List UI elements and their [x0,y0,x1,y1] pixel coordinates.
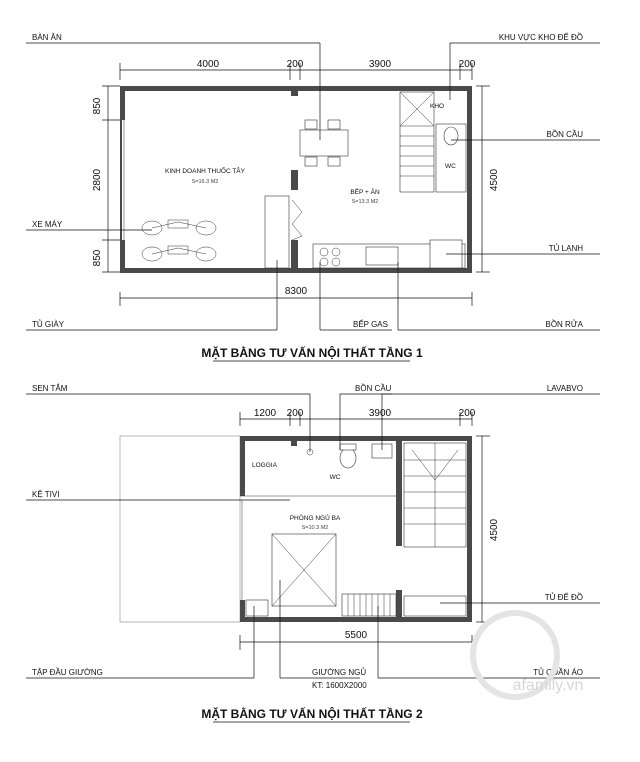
f1-room-kinh-doanh-area: S=16.3 M2 [191,179,219,185]
f1-dim-right: 4500 [489,168,500,192]
f1-callout-khu-vuc-kho: KHU VỰC KHO ĐỂ ĐỒ [498,33,583,42]
f1-room-wc: WC [445,163,456,170]
f1-room-bep-an: BẾP + ĂN [350,189,380,196]
f2-callout-bon-cau: BỒN CẦU [355,384,392,393]
f2-dim-top-1: 1200 [253,408,277,419]
f2-callout-giuong-kt: KT: 1600X2000 [312,681,367,690]
f1-room-bep-an-area: S=13.3 M2 [351,199,379,205]
floor1-plan [26,32,600,361]
f1-dim-left-3: 850 [92,249,103,267]
afamily-watermark-logo [473,613,583,697]
f2-room-loggia: LOGGIA [252,462,277,469]
f2-callout-ke-tivi: KỆ TIVI [32,490,60,499]
f2-callout-giuong-ngu: GIƯỜNG NGỦ [312,668,367,677]
f1-room-kho: KHO [430,103,445,110]
f2-dim-right: 4500 [489,518,500,542]
f1-dim-bottom: 8300 [284,286,308,297]
f1-callout-bon-rua: BỒN RỬA [545,320,583,329]
motorbike-icon [142,220,216,235]
f2-callout-tu-quan-ao: TỦ QUẦN ÁO [533,668,583,677]
f1-dim-top-2: 200 [286,59,304,70]
f1-callout-tu-lanh: TỦ LẠNH [548,244,583,253]
f2-room-phong-ngu-area: S=10.3 M2 [301,525,329,531]
f2-dim-top-3: 3900 [368,408,392,419]
f2-callout-tu-de-do: TỦ ĐỂ ĐỒ [544,593,583,602]
f2-callout-tap-dau-giuong: TẬP ĐẦU GIƯỜNG [32,668,103,677]
f1-dim-left-1: 850 [92,97,103,115]
f1-dim-top-1: 4000 [196,59,220,70]
f2-callout-sen-tam: SEN TẮM [32,384,68,393]
f1-callout-tu-giay: TỦ GIÀY [32,320,65,329]
f1-title: MẶT BẰNG TƯ VẤN NỘI THẤT TẦNG 1 [201,346,423,360]
f2-room-phong-ngu: PHÒNG NGỦ BA [289,515,341,522]
f2-dim-top-4: 200 [458,408,476,419]
f2-title: MẶT BẰNG TƯ VẤN NỘI THẤT TẦNG 2 [201,707,423,721]
f1-dim-top-4: 200 [458,59,476,70]
f1-callout-xe-may: XE MÁY [32,220,63,229]
f1-dim-top-3: 3900 [368,59,392,70]
f1-room-kinh-doanh: KINH DOANH THUỐC TÂY [165,168,245,175]
f1-callout-bep-gas: BẾP GAS [353,320,388,329]
f2-callout-lavabvo: LAVABVO [546,384,583,393]
f1-callout-bon-cau: BỒN CẦU [546,130,583,139]
f1-callout-ban-an: BÀN ĂN [32,33,62,42]
floor2-plan [26,383,600,722]
f2-room-wc: WC [329,474,341,481]
f1-dim-left-2: 2800 [92,168,103,192]
watermark-text: afamily.vn [512,677,584,694]
motorbike-icon [142,246,216,261]
f2-dim-bottom: 5500 [344,630,368,641]
f2-dim-top-2: 200 [286,408,304,419]
